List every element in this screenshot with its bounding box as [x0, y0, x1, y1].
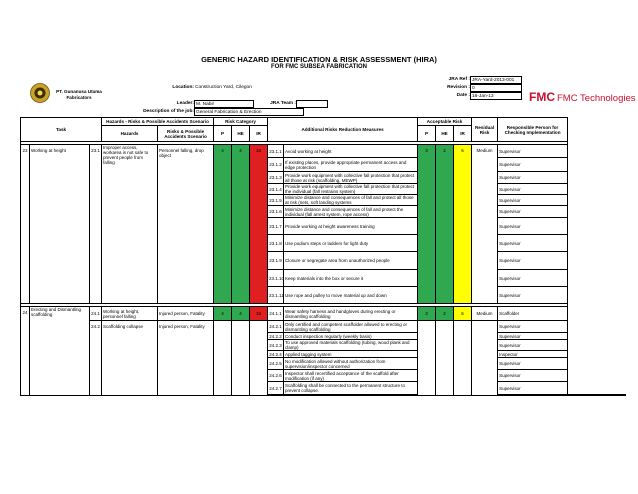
- measure-number: 23.1.5: [268, 195, 284, 206]
- responsible-person: Supervisor: [498, 382, 568, 395]
- task-name: Erecting and Dismantling scaffolding: [30, 307, 90, 396]
- measure-number: 23.1.11: [268, 287, 284, 304]
- measure-text: Keep materials into the box or secure it: [284, 270, 418, 287]
- jra-ref-value: JRA-Yard-2013-001: [470, 76, 522, 84]
- hazards-header: Hazards: [102, 126, 158, 142]
- acceptable-he-header: HE: [436, 126, 454, 142]
- hazard-number: 23.1: [90, 145, 102, 304]
- measure-text: Scaffolding shall be connected to the permanent structure to prevent collapse.: [284, 382, 418, 395]
- risk-ir: 16: [250, 145, 268, 304]
- measure-number: 24.1.1: [268, 307, 284, 321]
- risk-p: 4: [214, 307, 232, 321]
- leader-value: M. Nabir: [194, 100, 254, 108]
- responsible-person: Supervisor: [498, 235, 568, 252]
- p-header: P: [214, 126, 232, 142]
- measure-text: Provide work equipment with collective fall protection that protect the individual (fall restrains system): [284, 184, 418, 195]
- risk-text: Personnel falling, drop object: [158, 145, 214, 304]
- table-row: [21, 307, 626, 321]
- leader-label: Leader:: [176, 101, 194, 106]
- acceptable-ir-header: IR: [454, 126, 472, 142]
- date-value: 16-Jan-13: [470, 92, 522, 100]
- acceptable-ir: 6: [454, 307, 472, 321]
- hazard-text: Working at height, personnel falling: [102, 307, 158, 321]
- measure-number: 23.1.7: [268, 218, 284, 235]
- table-row: [21, 321, 626, 333]
- measure-text: Wear safety harness and handgloves during erecting or dismantling scaffolding: [284, 307, 418, 321]
- residual-risk-header: Residual Risk: [472, 118, 498, 142]
- responsible-person: Supervisor: [498, 195, 568, 206]
- responsible-person: Supervisor: [498, 184, 568, 195]
- acceptable-ir: 6: [454, 145, 472, 304]
- table-row: [21, 145, 626, 158]
- measure-number: 23.1.8: [268, 235, 284, 252]
- revision-value: 0: [470, 84, 522, 92]
- he-header: HE: [232, 126, 250, 142]
- responsible-person: Supervisor: [498, 158, 568, 172]
- acceptable-he: 2: [436, 307, 454, 321]
- risk-text: Injured person, Fatality: [158, 307, 214, 321]
- risk-he: 4: [232, 145, 250, 304]
- acceptable-p: 3: [418, 145, 436, 304]
- measure-text: Closure or segregate area from unauthorized people: [284, 252, 418, 270]
- residual-risk: Medium: [472, 307, 498, 321]
- measure-text: Only certified and competent scaffolder allowed to erecting or dismantling scaffolding: [284, 321, 418, 333]
- measure-number: 23.1.10: [268, 270, 284, 287]
- measures-header: Additional Risks Reduction Measures: [268, 118, 418, 142]
- measure-text: Provide work equipment with collective fall protection that protect all those at risk (scaffolding, MEWP): [284, 172, 418, 184]
- document-title: GENERIC HAZARD IDENTIFICATION & RISK ASSESSMENT (HIRA): [201, 55, 437, 64]
- responsible-person: Scaffolder: [498, 307, 568, 321]
- responsible-person: Supervisor: [498, 145, 568, 158]
- responsible-person: Supervisor: [498, 172, 568, 184]
- risk-text: Injured person, Fatality: [158, 321, 214, 396]
- task-number: 24: [21, 307, 30, 396]
- document-subtitle: FOR FMC SUBSEA FABRICATION: [271, 64, 367, 70]
- measure-number: 23.1.3: [268, 172, 284, 184]
- measure-number: 23.1.6: [268, 206, 284, 218]
- measure-text: Conduct inspection regularly (weekly basis): [284, 333, 418, 340]
- responsible-person: Inspector: [498, 351, 568, 358]
- jra-team-value: [296, 100, 328, 108]
- job-description-value: General Fabrication & Erection: [194, 108, 304, 116]
- measure-text: Provide working at height awareness training: [284, 218, 418, 235]
- measure-text: Avoid working at height: [284, 145, 418, 158]
- measure-text: Use podium steps or ladders for light duty: [284, 235, 418, 252]
- measure-number: 24.2.6: [268, 370, 284, 382]
- responsible-person: Supervisor: [498, 340, 568, 351]
- responsible-person: Supervisor: [498, 252, 568, 270]
- measure-number: 23.1.1: [268, 145, 284, 158]
- risk-ir: 16: [250, 307, 268, 321]
- fmc-brand-text: FMC Technologies: [557, 93, 636, 104]
- responsible-person: Supervisor: [498, 358, 568, 370]
- measure-text: No modification allowed without authorization from supervision/inspector concerned: [284, 358, 418, 370]
- task-name: Working at height: [30, 145, 90, 304]
- responsible-header: Responsible Person for Checking Implementation: [498, 118, 568, 142]
- responsible-person: Supervisor: [498, 218, 568, 235]
- responsible-person: Supervisor: [498, 287, 568, 304]
- measure-number: 24.2.4: [269, 351, 282, 357]
- hazard-number: 24.1: [90, 307, 102, 321]
- measure-number: 24.2.1: [268, 321, 284, 333]
- hazard-text: Scaffolding collapse: [102, 321, 158, 396]
- ir-header: IR: [250, 126, 268, 142]
- location-label: Location:: [172, 85, 194, 90]
- hazard-number: 24.2: [90, 321, 102, 396]
- risk-category-header: Risk Category: [214, 118, 268, 126]
- measure-number: 23.1.4: [268, 184, 284, 195]
- measure-number: 23.1.2: [268, 158, 284, 172]
- revision-label: Revision :: [447, 85, 470, 90]
- measure-text: Use rope and pulley to move material up and down: [284, 287, 418, 304]
- responsible-person: Supervisor: [498, 206, 568, 218]
- measure-number: 24.2.3: [268, 340, 284, 351]
- measure-text: If existing places, provide appropriate permanent access and edge protection: [284, 158, 418, 172]
- responsible-person: Supervisor: [498, 321, 568, 333]
- measure-number: 24.2.2: [269, 333, 282, 339]
- risk-he: 4: [232, 307, 250, 321]
- hazards-group-header: Hazards - Risks & Possible Accidents Scenario: [102, 118, 214, 126]
- acceptable-p: 3: [418, 307, 436, 321]
- location-value: Construction Yard, Cilegon: [195, 85, 252, 90]
- responsible-person: Supervisor: [498, 370, 568, 382]
- acceptable-risk-header: Acceptable Risk: [418, 118, 472, 126]
- jra-team-label: JRA Team :: [270, 101, 296, 106]
- measure-text: Minimize distance and consequences of fall and protect all those at risk (nets, soft landing systems: [284, 195, 418, 206]
- hazard-text: Improper access, workarea is not safe to prevent people from falling: [102, 145, 158, 304]
- svg-text:FMC: FMC: [529, 90, 555, 104]
- date-label: Date :: [456, 93, 470, 98]
- measure-number: 24.2.7: [268, 382, 284, 395]
- acceptable-he: 2: [436, 145, 454, 304]
- hira-table: [20, 117, 626, 396]
- company-name: PT. Gunanusa Utama Fabricators: [56, 89, 102, 100]
- responsible-person: Supervisor: [498, 270, 568, 287]
- risks-header: Risks & Possible Accidents Scenario: [158, 126, 214, 142]
- measure-number: 24.2.5: [268, 358, 284, 370]
- measure-text: To use approved materials scaffolding (tubing, wood plank and clamp): [284, 340, 418, 351]
- responsible-person: Supervisor: [498, 333, 568, 340]
- job-description-label: Description of the job:: [143, 109, 194, 114]
- fmc-logo-icon: [529, 88, 636, 106]
- residual-risk: Medium: [472, 145, 498, 304]
- acceptable-p-header: P: [418, 126, 436, 142]
- task-number: 23: [21, 145, 30, 304]
- measure-text: Minimize distance and consequences of fall and protect the individual (fall arrest system, rope access): [284, 206, 418, 218]
- measure-number: 23.1.9: [268, 252, 284, 270]
- task-header: Task: [21, 118, 102, 142]
- jra-ref-label: JRA Ref :: [448, 77, 470, 82]
- measure-text: Inspector shall recertified acceptance of the scaffold after modification (if any): [284, 370, 418, 382]
- company-logo-icon: [30, 82, 50, 104]
- measure-text: Applied tagging system: [284, 351, 418, 358]
- risk-p: 4: [214, 145, 232, 304]
